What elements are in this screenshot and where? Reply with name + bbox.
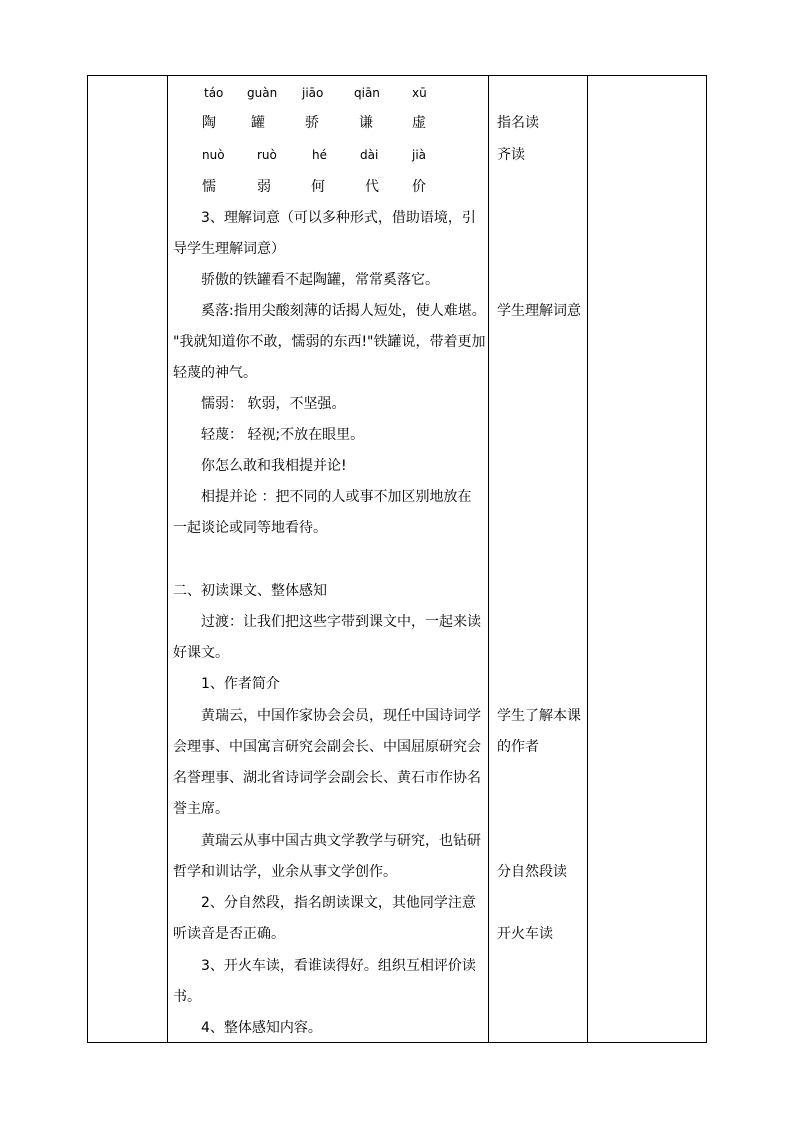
hanzi-he: 何 — [311, 179, 325, 195]
content-line: "我就知道你不敢，懦弱的东西!"铁罐说，带着更加 — [173, 334, 486, 350]
activity-note: 指名读 — [497, 115, 539, 131]
pinyin-he: hé — [312, 148, 327, 162]
hanzi-jia: 价 — [412, 179, 426, 195]
hanzi-nuo: 懦 — [202, 179, 216, 195]
blank-column-cell — [88, 76, 168, 1043]
hanzi-row-2 — [168, 177, 488, 197]
activity-note: 学生理解词意 — [497, 303, 581, 319]
content-line: 3、理解词意（可以多种形式，借助语境，引 — [201, 210, 476, 226]
teaching-content-cell — [168, 76, 489, 1043]
content-line: 相提并论 ：把不同的人或事不加区别地放在 — [201, 489, 472, 505]
content-line: 你怎么敢和我相提并论! — [201, 458, 347, 474]
hanzi-guan: 罐 — [251, 115, 265, 131]
content-line: 4、整体感知内容。 — [201, 1020, 322, 1036]
hanzi-row-1 — [168, 113, 488, 133]
content-line: 誉主席。 — [173, 801, 229, 817]
content-line: 1、作者简介 — [201, 676, 280, 692]
pinyin-nuo: nuò — [202, 148, 225, 162]
pinyin-qian: qiān — [354, 86, 380, 100]
hanzi-qian: 谦 — [359, 115, 373, 131]
activity-note: 齐读 — [497, 147, 525, 163]
pinyin-jia: jià — [412, 148, 427, 162]
pinyin-row-2 — [168, 145, 488, 165]
activity-note: 的作者 — [497, 739, 539, 755]
content-line: 黄瑞云从事中国古典文学教学与研究，也钻研 — [201, 833, 481, 849]
activity-note: 分自然段读 — [497, 864, 567, 880]
pinyin-ruo: ruò — [257, 148, 277, 162]
pinyin-xu: xū — [412, 86, 427, 100]
hanzi-jiao: 骄 — [305, 115, 319, 131]
student-activity-cell — [489, 76, 588, 1043]
pinyin-row-1 — [168, 83, 488, 103]
content-line: 黄瑞云，中国作家协会会员，现任中国诗词学 — [201, 708, 481, 724]
pinyin-dai: dài — [360, 148, 379, 162]
content-line: 会理事、中国寓言研究会副会长、中国屈原研究会 — [173, 739, 481, 755]
content-line: 轻蔑的神气。 — [173, 365, 257, 381]
content-line: 3、开火车读，看谁读得好。组织互相评价读 — [201, 958, 476, 974]
remarks-cell — [588, 76, 707, 1043]
content-line: 骄傲的铁罐看不起陶罐，常常奚落它。 — [201, 272, 439, 288]
content-line: 书。 — [173, 989, 201, 1005]
content-line: 2、分自然段，指名朗读课文，其他同学注意 — [201, 895, 476, 911]
activity-note: 学生了解本课 — [497, 708, 581, 724]
pinyin-guan: guàn — [247, 86, 278, 100]
content-line: 奚落:指用尖酸刻薄的话揭人短处，使人难堪。 — [201, 303, 486, 319]
content-line: 好课文。 — [173, 645, 229, 661]
content-line: 名誉理事、湖北省诗词学会副会长、黄石市作协名 — [173, 770, 481, 786]
hanzi-ruo: 弱 — [257, 179, 271, 195]
hanzi-dai: 代 — [365, 179, 379, 195]
content-line: 一起谈论或同等地看待。 — [173, 520, 327, 536]
pinyin-tao: táo — [204, 86, 224, 100]
content-line: 轻蔑： 轻视;不放在眼里。 — [201, 427, 365, 443]
content-line: 听读音是否正确。 — [173, 926, 285, 942]
hanzi-xu: 虚 — [412, 115, 426, 131]
lesson-plan-table — [87, 75, 707, 1043]
content-line: 哲学和训诂学，业余从事文学创作。 — [173, 864, 397, 880]
content-line: 懦弱： 软弱，不坚强。 — [201, 396, 346, 412]
content-line: 过渡：让我们把这些字带到课文中，一起来读 — [201, 614, 481, 630]
pinyin-jiao: jiāo — [302, 86, 324, 100]
activity-note: 开火车读 — [497, 926, 553, 942]
content-line: 导学生理解词意） — [173, 241, 285, 257]
section-heading: 二、初读课文、整体感知 — [173, 583, 327, 599]
hanzi-tao: 陶 — [202, 115, 216, 131]
table-row — [88, 76, 707, 1043]
